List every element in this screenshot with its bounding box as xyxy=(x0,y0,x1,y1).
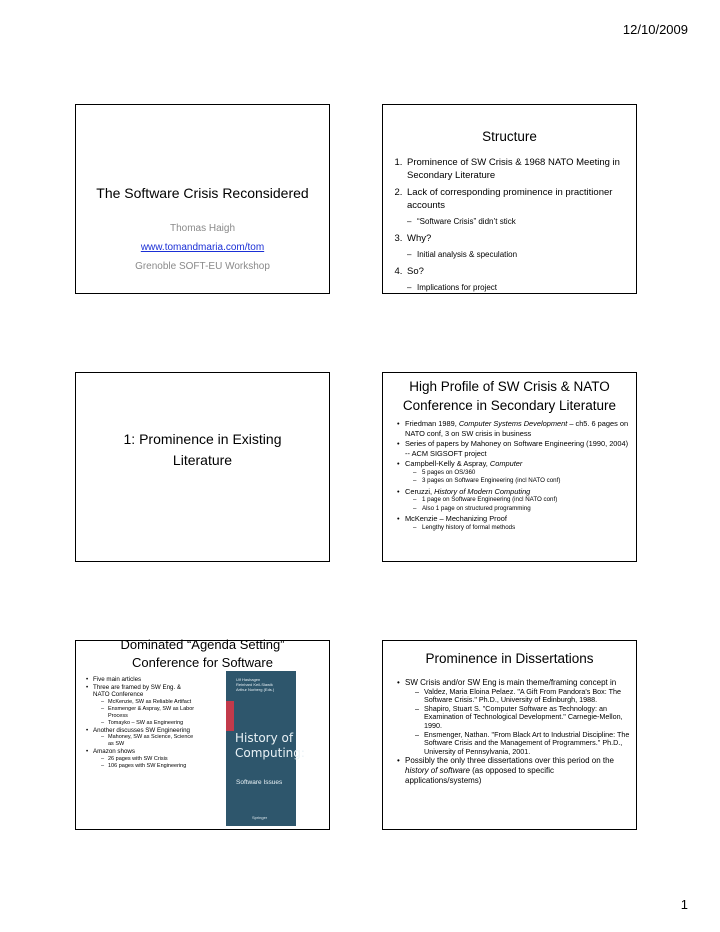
author-name: Thomas Haigh xyxy=(169,223,236,234)
book-authors: Ulf Hashagen Reinhard Keil-Slawik Arthur Norberg (Eds.) xyxy=(236,677,275,692)
sub-list-item: – Ensmenger, Nathan. "From Black Art to Industrial Discipline: The Software Crisis and the Management of Programmers." Ph.D., University of Pennsylvania, 2001. xyxy=(415,731,630,757)
book-title: History of Computing: xyxy=(235,731,305,760)
slide-dissertations xyxy=(382,640,637,830)
slide-heading: Prominence in Dissertations xyxy=(425,651,594,666)
slide-heading: Dominated “Agenda Setting” Conference for Software xyxy=(120,637,285,670)
section-title: 1: Prominence in Existing Literature xyxy=(123,431,282,468)
slide-title-slide xyxy=(75,104,330,294)
sub-list-item: – Ensmenger & Aspray, SW as Labor Process xyxy=(101,706,198,720)
slide-heading: Structure xyxy=(482,129,537,144)
sub-list-item: – Valdez, Maria Eloina Pelaez. "A Gift From Pandora's Box: The Software Crisis." Ph.D., University of Edinburgh, 1988. xyxy=(415,688,630,705)
sub-list-item: – Also 1 page on structured programming xyxy=(413,505,630,514)
page-number: 1 xyxy=(680,897,688,912)
sub-list-item: – Initial analysis & speculation xyxy=(407,248,628,261)
list-item: 2. Lack of corresponding prominence in practitioner accounts – “Software Crisis” didn’t stick xyxy=(405,186,628,228)
list-item: 3. Why? – Initial analysis & speculation xyxy=(405,232,628,261)
structure-list xyxy=(383,156,636,294)
book-cover-image xyxy=(226,671,305,826)
list-item: 4. So? – Implications for project xyxy=(405,265,628,294)
list-item: • Ceruzzi, History of Modern Computing – 1 page on Software Engineering (incl NATO conf) – Also 1 page on structured programming xyxy=(397,487,630,514)
list-item: • Three are framed by SW Eng. & NATO Conference – McKenzie, SW as Reliable Artifact – Ensmenger & Aspray, SW as Labor Process – Tomayko – SW as Engineering xyxy=(86,684,198,727)
list-item: • McKenzie – Mechanizing Proof – Lengthy history of formal methods xyxy=(397,514,630,532)
slide-section-heading xyxy=(75,372,330,562)
sub-list-item: – Implications for project xyxy=(407,281,628,294)
list-item: • Five main articles xyxy=(86,676,198,684)
list-item: • Amazon shows – 26 pages with SW Crisis – 106 pages with SW Engineering xyxy=(86,748,198,770)
slide-high-profile xyxy=(382,372,637,562)
sub-list-item: – Mahoney, SW as Science, Science as SW xyxy=(101,734,198,748)
sub-list-item: – 1 page on Software Engineering (incl NATO conf) xyxy=(413,496,630,505)
presentation-title: The Software Crisis Reconsidered xyxy=(96,185,309,201)
slide-agenda-setting xyxy=(75,637,330,830)
sub-list-item: – 3 pages on Software Engineering (incl NATO conf) xyxy=(413,477,630,486)
book-subtitle: Software Issues xyxy=(236,779,283,786)
sub-list-item: – Shapiro, Stuart S. "Computer Software as Technology: an Examination of Technological Development." Carnegie-Mellon, 1990. xyxy=(415,705,630,731)
list-item: 1. Prominence of SW Crisis & 1968 NATO Meeting in Secondary Literature xyxy=(405,156,628,182)
bullet-list xyxy=(383,419,636,532)
list-item: • Series of papers by Mahoney on Software Engineering (1990, 2004) -- ACM SIGSOFT project xyxy=(397,439,630,458)
sub-list-item: – Tomayko – SW as Engineering xyxy=(101,720,198,727)
list-item: • Another discusses SW Engineering – Mahoney, SW as Science, Science as SW xyxy=(86,727,198,749)
list-item: • Friedman 1989, Computer Systems Development – ch5. 6 pages on NATO conf, 3 on SW crisis in business xyxy=(397,419,630,438)
slide-heading: High Profile of SW Crisis & NATO Conference in Secondary Literature xyxy=(402,379,617,413)
sub-list-item: – McKenzie, SW as Reliable Artifact xyxy=(101,699,198,706)
page-date: 12/10/2009 xyxy=(622,22,688,37)
sub-list-item: – Lengthy history of formal methods xyxy=(413,524,630,533)
cover-accent-stripe xyxy=(226,701,234,731)
bullet-list xyxy=(383,678,636,785)
sub-list-item: – 26 pages with SW Crisis xyxy=(101,756,198,763)
bullet-list xyxy=(76,676,198,770)
sub-list-item: – 5 pages on OS/360 xyxy=(413,469,630,478)
list-item: • Campbell-Kelly & Aspray, Computer – 5 pages on OS/360 – 3 pages on Software Engineering (incl NATO conf) xyxy=(397,459,630,486)
event-name: Grenoble SOFT-EU Workshop xyxy=(135,261,270,272)
list-item: • Possibly the only three dissertations over this period on the history of software (as opposed to specific applications/systems) xyxy=(397,756,630,785)
sub-list-item: – “Software Crisis” didn’t stick xyxy=(407,215,628,228)
author-website-link[interactable]: www.tomandmaria.com/tom xyxy=(140,242,265,253)
publisher-logo: Springer xyxy=(252,815,268,820)
sub-list-item: – 106 pages with SW Engineering xyxy=(101,763,198,770)
slide-structure xyxy=(382,104,637,294)
list-item: • SW Crisis and/or SW Eng is main theme/framing concept in – Valdez, Maria Eloina Pelaez. "A Gift From Pandora's Box: The Software Crisis." Ph.D., University of Edinburgh, 1988. – Shapiro, Stuart S. "Computer Software as Technology: an Examination of Technological Development." Carnegie-Mellon, 1990. – Ensmenger, Nathan. "From Black Art to Industrial Discipline: The Software Crisis and the Management of Programmers." Ph.D., University of Pennsylvania, 2001. xyxy=(397,678,630,756)
